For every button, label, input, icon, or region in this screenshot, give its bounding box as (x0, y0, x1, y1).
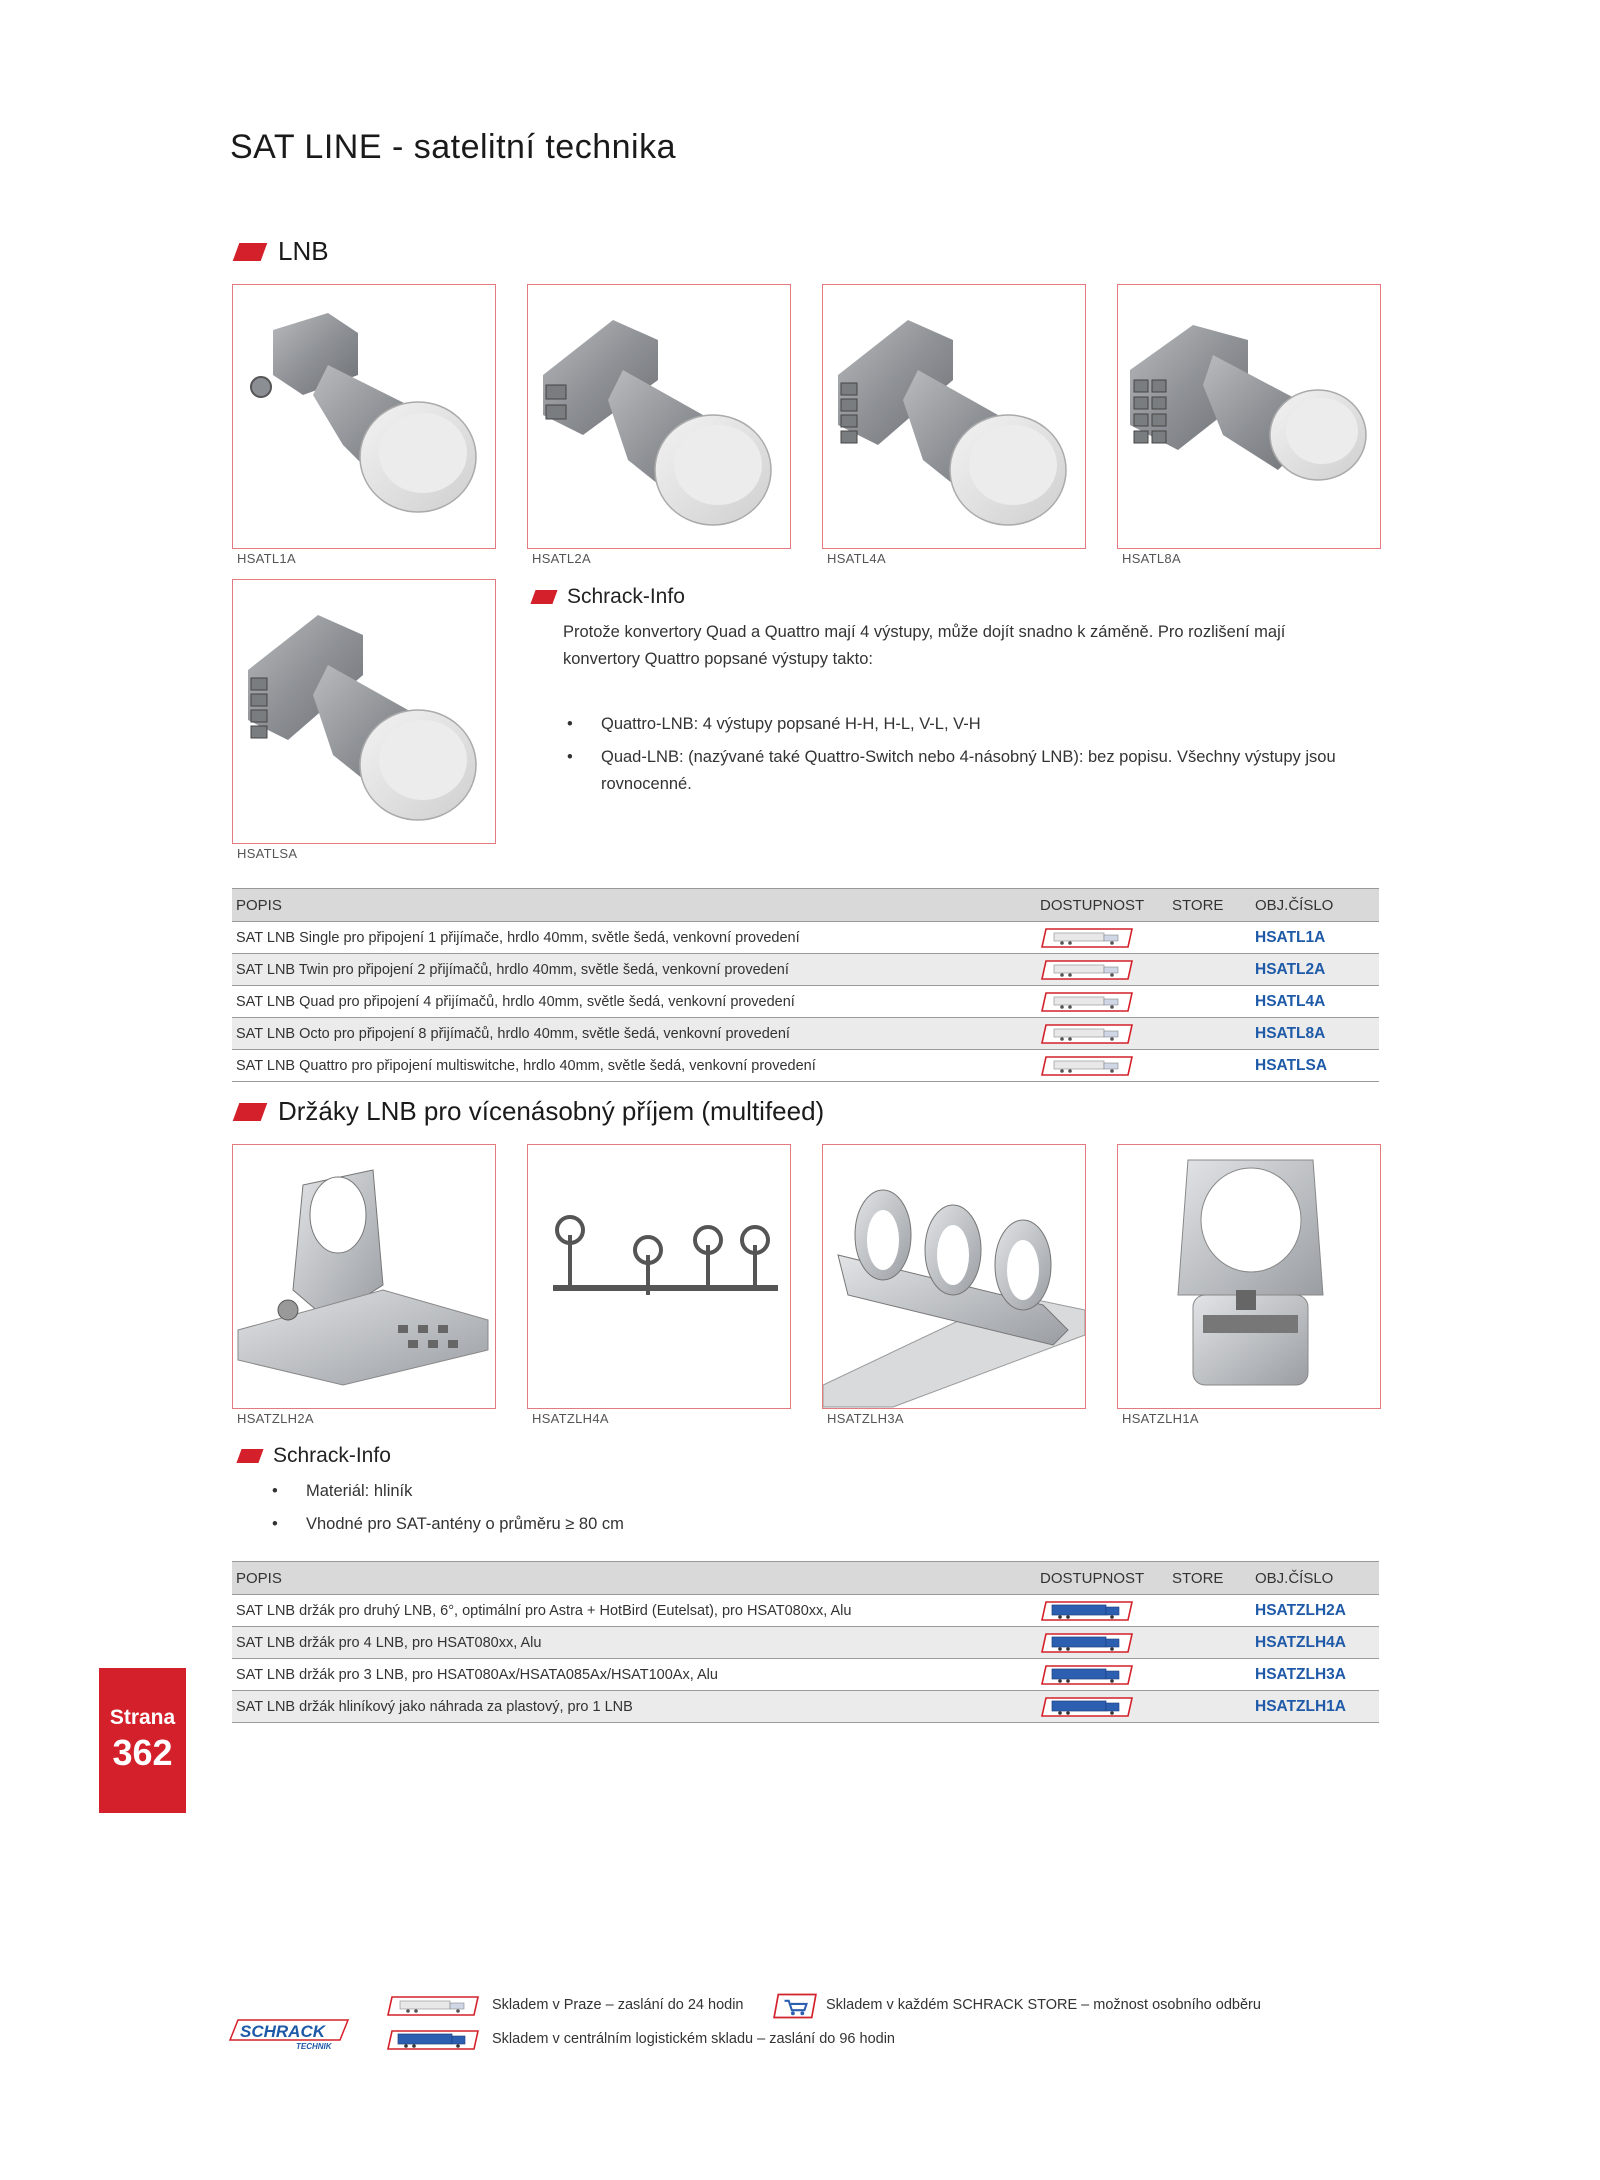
product-code-label: HSATLSA (237, 846, 298, 861)
product-code-label: HSATZLH2A (237, 1411, 314, 1426)
schrack-logo-icon (226, 2018, 350, 2052)
order-code[interactable]: HSATLSA (1251, 1050, 1379, 1082)
lnb-twin-image (528, 285, 790, 548)
blue-truck-icon (1040, 1599, 1136, 1623)
availability-cell (1036, 954, 1168, 986)
lnb-quad-image (823, 285, 1085, 548)
schrack-info-heading (533, 585, 685, 609)
info-paragraph: Protože konvertory Quad a Quattro mají 4 výstupy, může dojít snadno k záměně. Pro rozlišení mají konvertory Quattro popsané výstupy takto: (563, 623, 1286, 668)
row-description: SAT LNB Twin pro připojení 2 přijímačů, hrdlo 40mm, světle šedá, venkovní provedení (232, 954, 1036, 986)
availability-cell (1036, 1050, 1168, 1082)
table-row (232, 986, 1379, 1018)
lnb-heading-text: LNB (278, 236, 329, 266)
schrack-info-heading (239, 1444, 391, 1468)
col-header-popis: POPIS (232, 1562, 1036, 1595)
product-code-label: HSATL1A (237, 551, 296, 566)
holder-2lnb-image (233, 1145, 495, 1408)
blue-truck-icon (1040, 1663, 1136, 1687)
row-description: SAT LNB Single pro připojení 1 přijímače, hrdlo 40mm, světle šedá, venkovní provedení (232, 922, 1036, 954)
product-image-hsatlsa[interactable] (232, 579, 496, 844)
blue-truck-icon (1040, 1631, 1136, 1655)
red-marker-icon (233, 243, 268, 261)
col-header-store: STORE (1168, 889, 1251, 922)
cart-icon (772, 1992, 818, 2020)
row-description: SAT LNB Octo pro připojení 8 přijímačů, hrdlo 40mm, světle šedá, venkovní provedení (232, 1018, 1036, 1050)
info-heading-text: Schrack-Info (273, 1444, 391, 1467)
red-marker-icon (233, 1103, 268, 1121)
list-item: • Materiál: hliník (272, 1478, 972, 1505)
store-cell (1168, 1659, 1251, 1691)
logo-subtext: TECHNIK (296, 2042, 332, 2051)
page-number-tab (99, 1668, 186, 1813)
product-image-hsatzlh4a[interactable] (527, 1144, 791, 1409)
store-cell (1168, 986, 1251, 1018)
order-code[interactable]: HSATZLH4A (1251, 1627, 1379, 1659)
lnb-product-table (232, 888, 1379, 1082)
blue-truck-icon (386, 2027, 482, 2053)
red-marker-icon (530, 590, 557, 604)
info-bullet-list (567, 711, 1357, 804)
table-row (232, 922, 1379, 954)
order-code[interactable]: HSATL8A (1251, 1018, 1379, 1050)
row-description: SAT LNB Quattro pro připojení multiswitche, hrdlo 40mm, světle šedá, venkovní provedení (232, 1050, 1036, 1082)
product-image-hsatzlh3a[interactable] (822, 1144, 1086, 1409)
lnb-quattro-image (233, 580, 495, 843)
product-image-hsatl1a[interactable] (232, 284, 496, 549)
col-header-dostupnost: DOSTUPNOST (1036, 889, 1168, 922)
col-header-store: STORE (1168, 1562, 1251, 1595)
holders-product-table (232, 1561, 1379, 1723)
table-row (232, 1050, 1379, 1082)
white-truck-icon (1040, 926, 1136, 950)
product-code-label: HSATZLH3A (827, 1411, 904, 1426)
product-code-label: HSATZLH4A (532, 1411, 609, 1426)
order-code[interactable]: HSATZLH3A (1251, 1659, 1379, 1691)
product-code-label: HSATL2A (532, 551, 591, 566)
holders-section-heading (236, 1096, 824, 1127)
holder-4lnb-image (528, 1145, 790, 1408)
product-image-hsatl4a[interactable] (822, 284, 1086, 549)
col-header-obj: OBJ.ČÍSLO (1251, 889, 1379, 922)
holder-1lnb-image (1118, 1145, 1380, 1408)
table-row (232, 1691, 1379, 1723)
product-image-hsatzlh2a[interactable] (232, 1144, 496, 1409)
product-code-label: HSATL4A (827, 551, 886, 566)
availability-cell (1036, 986, 1168, 1018)
legend-blue-truck-text: Skladem v centrálním logistickém skladu – zaslání do 96 hodin (492, 2031, 895, 2047)
lnb-single-image (233, 285, 495, 548)
store-cell (1168, 1691, 1251, 1723)
col-header-obj: OBJ.ČÍSLO (1251, 1562, 1379, 1595)
store-cell (1168, 922, 1251, 954)
info-bullet-list (272, 1478, 972, 1544)
row-description: SAT LNB držák hliníkový jako náhrada za plastový, pro 1 LNB (232, 1691, 1036, 1723)
list-item: • Vhodné pro SAT-antény o průměru ≥ 80 cm (272, 1511, 972, 1538)
store-cell (1168, 1627, 1251, 1659)
order-code[interactable]: HSATL4A (1251, 986, 1379, 1018)
white-truck-icon (1040, 1054, 1136, 1078)
row-description: SAT LNB držák pro 4 LNB, pro HSAT080xx, Alu (232, 1627, 1036, 1659)
white-truck-icon (1040, 958, 1136, 982)
lnb-octo-image (1118, 285, 1380, 548)
page-label: Strana (109, 1706, 176, 1729)
holder-3lnb-image (823, 1145, 1085, 1408)
white-truck-icon (1040, 990, 1136, 1014)
order-code[interactable]: HSATL2A (1251, 954, 1379, 986)
product-code-label: HSATL8A (1122, 551, 1181, 566)
white-truck-icon (1040, 1022, 1136, 1046)
row-description: SAT LNB držák pro druhý LNB, 6°, optimální pro Astra + HotBird (Eutelsat), pro HSAT080xx, Alu (232, 1595, 1036, 1627)
page-number: 362 (112, 1732, 173, 1773)
page-title: SAT LINE - satelitní technika (230, 128, 676, 166)
product-image-hsatl2a[interactable] (527, 284, 791, 549)
lnb-section-heading (236, 236, 329, 267)
availability-cell (1036, 1018, 1168, 1050)
holders-heading-text: Držáky LNB pro vícenásobný příjem (multifeed) (278, 1096, 825, 1126)
product-image-hsatzlh1a[interactable] (1117, 1144, 1381, 1409)
legend-white-truck-text: Skladem v Praze – zaslání do 24 hodin (492, 1997, 744, 2013)
logo-text: SCHRACK (240, 2022, 325, 2041)
store-cell (1168, 1018, 1251, 1050)
table-row (232, 954, 1379, 986)
availability-cell (1036, 1659, 1168, 1691)
info-heading-text: Schrack-Info (567, 585, 685, 608)
white-truck-icon (386, 1993, 482, 2019)
product-code-label: HSATZLH1A (1122, 1411, 1199, 1426)
row-description: SAT LNB držák pro 3 LNB, pro HSAT080Ax/HSATA085Ax/HSAT100Ax, Alu (232, 1659, 1036, 1691)
store-cell (1168, 954, 1251, 986)
blue-truck-icon (1040, 1695, 1136, 1719)
availability-cell (1036, 1691, 1168, 1723)
legend-cart-text: Skladem v každém SCHRACK STORE – možnost osobního odběru (826, 1997, 1261, 2013)
product-image-hsatl8a[interactable] (1117, 284, 1381, 549)
availability-cell (1036, 922, 1168, 954)
table-row (232, 1018, 1379, 1050)
table-row (232, 1627, 1379, 1659)
col-header-popis: POPIS (232, 889, 1036, 922)
availability-cell (1036, 1595, 1168, 1627)
order-code[interactable]: HSATL1A (1251, 922, 1379, 954)
store-cell (1168, 1595, 1251, 1627)
order-code[interactable]: HSATZLH1A (1251, 1691, 1379, 1723)
store-cell (1168, 1050, 1251, 1082)
availability-cell (1036, 1627, 1168, 1659)
table-row (232, 1659, 1379, 1691)
table-row (232, 1595, 1379, 1627)
schrack-logo (226, 2018, 350, 2052)
red-marker-icon (236, 1449, 263, 1463)
row-description: SAT LNB Quad pro připojení 4 přijímačů, hrdlo 40mm, světle šedá, venkovní provedení (232, 986, 1036, 1018)
order-code[interactable]: HSATZLH2A (1251, 1595, 1379, 1627)
col-header-dostupnost: DOSTUPNOST (1036, 1562, 1168, 1595)
list-item: • Quad-LNB: (nazývané také Quattro-Switch nebo 4-násobný LNB): bez popisu. Všechny výstupy jsou rovnocenné. (567, 744, 1357, 798)
list-item: • Quattro-LNB: 4 výstupy popsané H-H, H-L, V-L, V-H (567, 711, 1357, 738)
